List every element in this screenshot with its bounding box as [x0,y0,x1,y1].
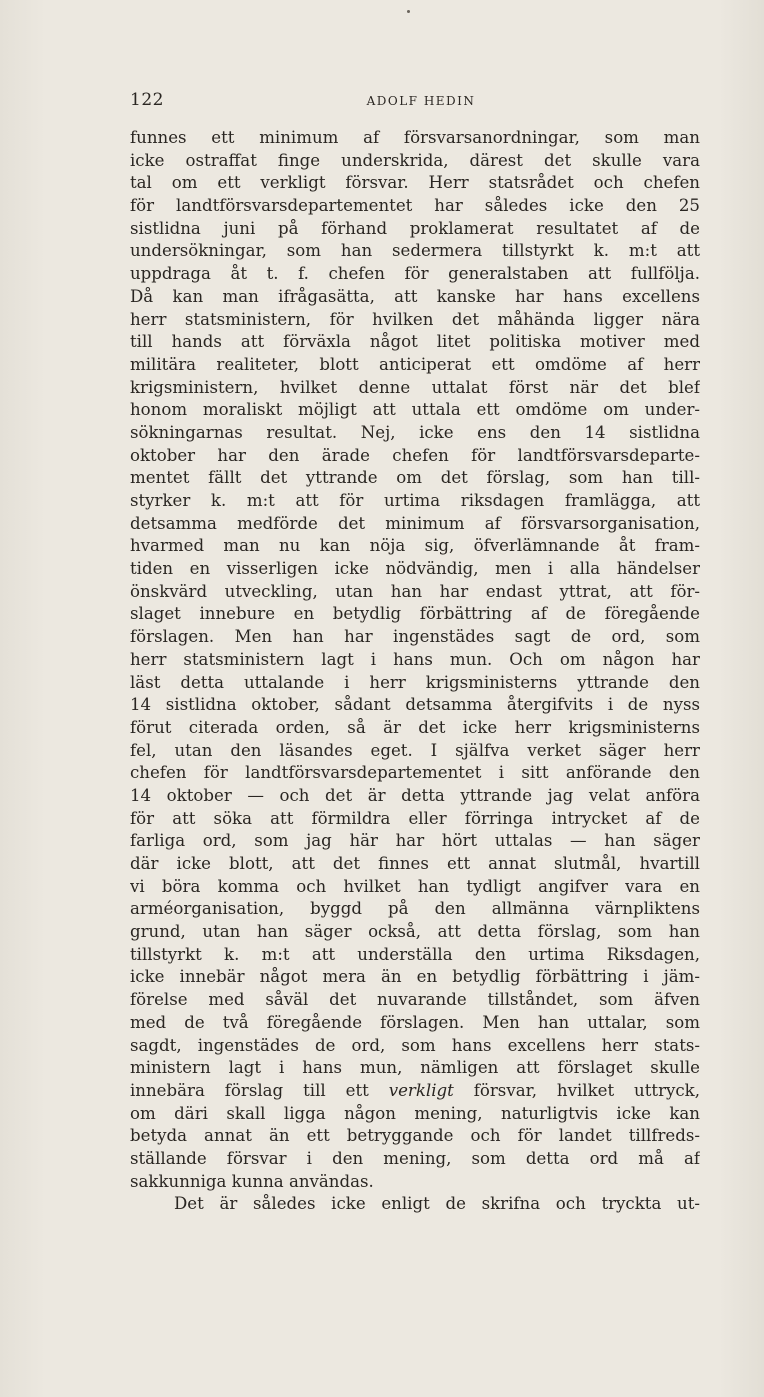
text-line: förelse med såväl det nuvarande tillståndet, som äfven [130,990,700,1010]
text-line: om däri skall ligga någon mening, naturligtvis icke kan [130,1103,700,1123]
text-line: mentet fällt det yttrande om det förslag, som han till- [130,468,700,488]
text-line-with-emphasis [130,1080,700,1103]
text-line: betyda annat än ett betryggande och för landet tillfreds- [130,1126,700,1146]
text-segment: försvar, hvilket uttryck, [453,1080,700,1100]
text-line: funnes ett minimum af försvarsanordningar, som man [130,128,700,147]
text-line: 14 sistlidna oktober, sådant detsamma återgifvits i de nyss [130,695,700,715]
text-line: för att söka att förmildra eller förringa intrycket af de [130,808,700,828]
text-line: icke innebär något mera än en betydlig förbättring i jäm- [130,967,700,987]
text-segment: innebära förslag till ett [130,1080,389,1100]
text-line: läst detta uttalande i herr krigsministerns yttrande den [130,672,700,692]
text-line: krigsministern, hvilket denne uttalat först när det blef [130,377,700,397]
text-line: styrker k. m:t att för urtima riksdagen framlägga, att [130,491,700,510]
text-line: chefen för landtförsvarsdepartementet i sitt anförande den [130,763,700,783]
page-number: 122 [130,90,164,110]
text-line: honom moraliskt möjligt att uttala ett omdöme om under- [130,400,700,420]
text-line: ställande försvar i den mening, som detta ord må af [130,1148,700,1168]
text-line: farliga ord, som jag här har hört uttalas — han säger [130,831,700,851]
text-line: 14 oktober — och det är detta yttrande jag velat anföra [130,785,700,805]
paragraph-end-line: sakkunniga kunna användas. [130,1171,374,1191]
text-line: undersökningar, som han sedermera tillstyrkt k. m:t att [130,241,700,261]
text-line: slaget innebure en betydlig förbättring af de föregående [130,604,700,624]
text-line: till hands att förväxla något litet politiska motiver med [130,332,700,352]
text-line: tal om ett verkligt försvar. Herr statsrådet och chefen [130,173,700,193]
text-line: sistlidna juni på förhand proklamerat resultatet af de [130,218,700,238]
text-line: icke ostraffat finge underskrida, därest det skulle vara [130,150,700,170]
page-header [130,90,700,112]
text-line: där icke blott, att det finnes ett annat slutmål, hvartill [130,854,700,873]
text-line: herr statsministern, för hvilken det måhända ligger nära [130,309,700,329]
body-text [130,127,700,1216]
text-line: önskvärd utveckling, utan han har endast yttrat, att för- [130,581,700,601]
text-line: sagdt, ingenstädes de ord, som hans excellens herr stats- [130,1035,700,1055]
text-line: med de två föregående förslagen. Men han uttalar, som [130,1012,700,1032]
print-speck [407,10,410,13]
text-line: detsamma medförde det minimum af försvarsorganisation, [130,513,700,533]
new-paragraph-line: Det är således icke enligt de skrifna och tryckta ut- [174,1194,700,1214]
running-head: ADOLF HEDIN [366,94,476,108]
text-line: hvarmed man nu kan nöja sig, öfverlämnande åt fram- [130,536,700,556]
text-line: arméorganisation, byggd på den allmänna värnpliktens [130,899,700,919]
text-line: uppdraga åt t. f. chefen för generalstaben att fullfölja. [130,264,700,284]
text-line: sökningarnas resultat. Nej, icke ens den 14 sistlidna [130,422,700,442]
text-line: för landtförsvarsdepartementet har således icke den 25 [130,196,700,216]
text-line: tillstyrkt k. m:t att underställa den urtima Riksdagen, [130,944,700,964]
text-line: förslagen. Men han har ingenstädes sagt de ord, som [130,627,700,647]
text-line: tiden en visserligen icke nödvändig, men i alla händelser [130,559,700,579]
text-line: militära realiteter, blott anticiperat ett omdöme af herr [130,354,700,374]
text-line: herr statsministern lagt i hans mun. Och om någon har [130,649,700,669]
text-line: vi böra komma och hvilket han tydligt angifver vara en [130,876,700,896]
text-line: Då kan man ifrågasätta, att kanske har hans excellens [130,286,700,306]
text-line: oktober har den ärade chefen för landtförsvarsdeparte- [130,445,700,465]
text-line: fel, utan den läsandes eget. I själfva verket säger herr [130,740,700,760]
text-line: grund, utan han säger också, att detta förslag, som han [130,922,700,942]
text-line: ministern lagt i hans mun, nämligen att förslaget skulle [130,1058,700,1078]
emphasized-word: verkligt [388,1080,454,1100]
text-line: förut citerada orden, så är det icke herr krigsministerns [130,717,700,737]
